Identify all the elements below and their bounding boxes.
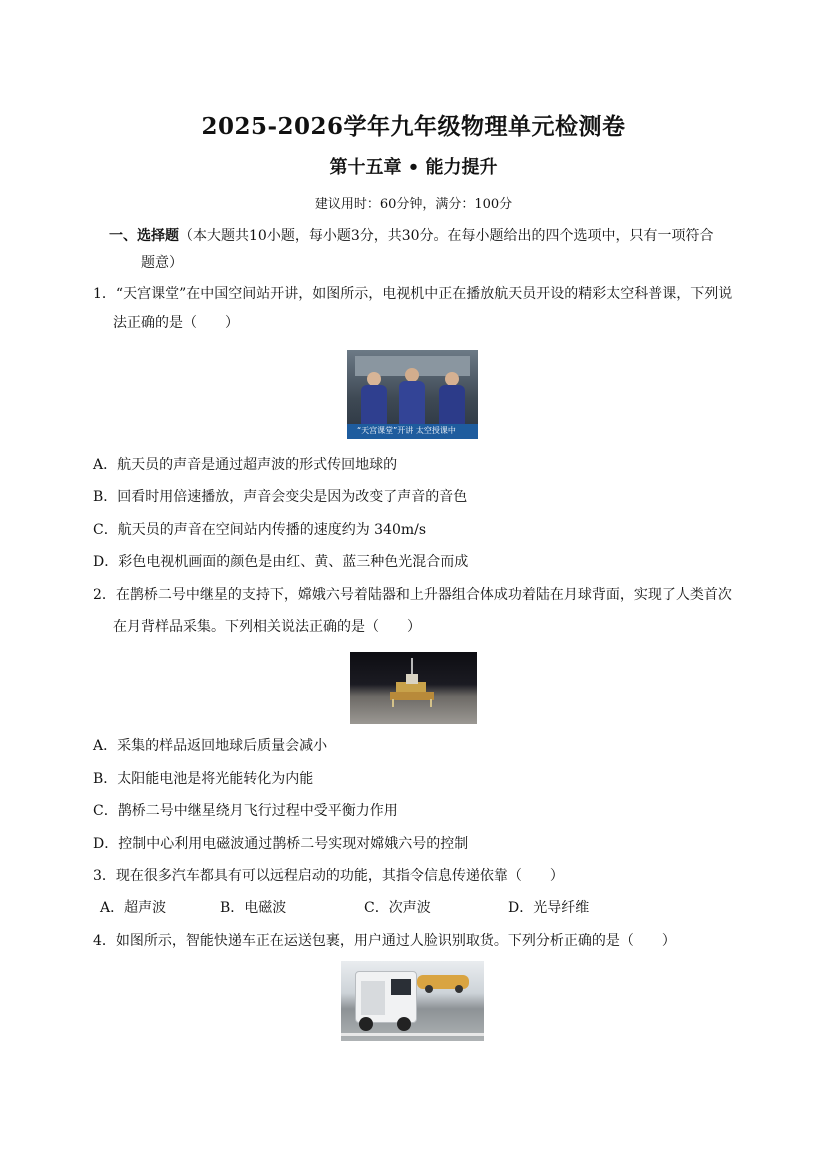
q1-option-b: B．回看时用倍速播放，声音会变尖是因为改变了声音的音色 [93,489,468,505]
q4-stem: 4．如图所示，智能快递车正在运送包裹，用户通过人脸识别取货。下列分析正确的是（ ） [93,933,676,949]
q2-lunar-lander-photo [350,652,477,724]
q4-delivery-vehicle-photo [341,961,484,1041]
q2-option-d: D．控制中心利用电磁波通过鹊桥二号实现对嫦娥六号的控制 [93,836,469,852]
q2-stem-line1: 2．在鹊桥二号中继星的支持下，嫦娥六号着陆器和上升器组合体成功着陆在月球背面，实现了人类首次 [93,587,732,603]
q2-option-b: B．太阳能电池是将光能转化为内能 [93,771,314,787]
q2-option-c: C．鹊桥二号中继星绕月飞行过程中受平衡力作用 [93,803,398,819]
exam-title: 2025-2026学年九年级物理单元检测卷 [201,113,626,140]
q1-photo-caption: “天宫课堂”开讲 太空授课中 [357,426,456,435]
q3-option-c: C．次声波 [364,900,431,916]
section-heading-rest: （本大题共10小题，每小题3分，共30分。在每小题给出的四个选项中，只有一项符合 [179,228,714,244]
q1-option-a: A．航天员的声音是通过超声波的形式传回地球的 [93,457,398,473]
section-heading [109,226,714,246]
q3-option-d: D．光导纤维 [508,900,590,916]
q1-option-d: D．彩色电视机画面的颜色是由红、黄、蓝三种色光混合而成 [93,554,469,570]
exam-timing: 建议用时：60分钟，满分：100分 [314,197,513,212]
q1-stem-line1: 1．“天宫课堂”在中国空间站开讲，如图所示，电视机中正在播放航天员开设的精彩太空科普课，下列说 [93,286,733,302]
q1-option-c: C．航天员的声音在空间站内传播的速度约为 340m/s [93,522,427,538]
section-heading-cont: 题意） [141,255,183,271]
q3-option-b: B．电磁波 [220,900,287,916]
q3-option-a: A．超声波 [100,900,167,916]
q2-option-a: A．采集的样品返回地球后质量会减小 [93,738,328,754]
q1-space-classroom-photo [347,350,478,439]
exam-subtitle: 第十五章 • 能力提升 [329,157,498,178]
q3-stem: 3．现在很多汽车都具有可以远程启动的功能，其指令信息传递依靠（ ） [93,868,564,884]
q1-stem-line2: 法正确的是（ ） [113,315,239,331]
q2-stem-line2: 在月背样品采集。下列相关说法正确的是（ ） [113,619,421,635]
section-heading-bold: 一、选择题 [109,228,179,244]
